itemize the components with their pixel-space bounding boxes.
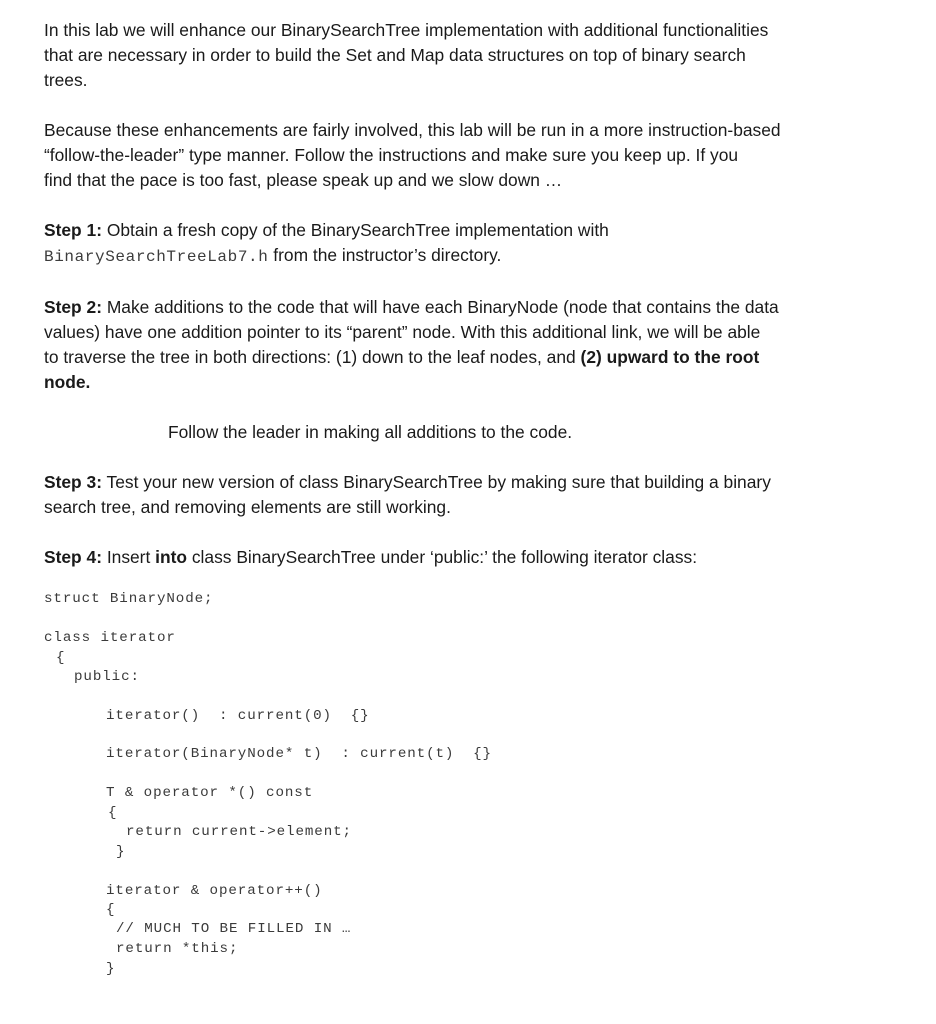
code-incr-open: { — [106, 902, 116, 918]
code-class-decl: class iterator — [44, 630, 176, 646]
code-op-incr: iterator & operator++() — [106, 883, 323, 899]
document-body — [44, 18, 864, 570]
step4-paragraph — [44, 545, 864, 570]
pace-line-1: Because these enhancements are fairly involved, this lab will be run in a more instruction-based — [44, 120, 781, 140]
step2-line-2: values) have one addition pointer to its “parent” node. With this additional link, we will be able — [44, 322, 761, 342]
step4-text-a: Insert — [101, 547, 156, 567]
intro-line-3: trees. — [44, 70, 88, 90]
step3-paragraph — [44, 470, 864, 520]
code-deref-body: return current->element; — [126, 824, 352, 840]
intro-paragraph — [44, 18, 864, 93]
step1-text: Obtain a fresh copy of the BinarySearchTree implementation with — [101, 220, 609, 240]
step1-paragraph — [44, 218, 864, 270]
code-ctor-node: iterator(BinaryNode* t) : current(t) {} — [106, 746, 492, 762]
step4-text-b: class BinarySearchTree under ‘public:’ the following iterator class: — [187, 547, 698, 567]
intro-line-1: In this lab we will enhance our BinarySearchTree implementation with additional functionalities — [44, 20, 769, 40]
pace-paragraph — [44, 118, 864, 193]
code-incr-close: } — [106, 961, 116, 977]
code-struct-decl: struct BinaryNode; — [44, 591, 214, 607]
pace-line-3: find that the pace is too fast, please speak up and we slow down … — [44, 170, 563, 190]
intro-line-2: that are necessary in order to build the Set and Map data structures on top of binary search — [44, 45, 746, 65]
code-deref-open: { — [108, 805, 118, 821]
step2-label: Step 2: — [44, 297, 102, 317]
pace-line-2: “follow-the-leader” type manner. Follow the instructions and make sure you keep up. If you — [44, 145, 739, 165]
code-public-label: public: — [74, 669, 140, 685]
code-deref-close: } — [116, 844, 126, 860]
step2-line-1: Make additions to the code that will have each BinaryNode (node that contains the data — [101, 297, 779, 317]
step2-line-4: node. — [44, 372, 91, 392]
step1-text-tail: from the instructor’s directory. — [268, 245, 502, 265]
step4-into: into — [155, 547, 188, 567]
step2-line-3-bold: (2) upward to the root — [580, 347, 760, 367]
code-incr-comment: // MUCH TO BE FILLED IN … — [116, 921, 352, 937]
step3-line-1: Test your new version of class BinarySearchTree by making sure that building a binary — [101, 472, 771, 492]
step2-paragraph — [44, 295, 864, 395]
step2-line-3: to traverse the tree in both directions: (1) down to the leaf nodes, and — [44, 347, 581, 367]
step3-line-2: search tree, and removing elements are still working. — [44, 497, 451, 517]
code-ctor-default: iterator() : current(0) {} — [106, 708, 370, 724]
follow-leader-note: Follow the leader in making all additions to the code. — [168, 422, 573, 442]
step1-filename: BinarySearchTreeLab7.h — [44, 248, 269, 266]
code-class-open-brace: { — [56, 650, 66, 666]
step4-label: Step 4: — [44, 547, 102, 567]
code-incr-return: return *this; — [116, 941, 239, 957]
code-op-deref: T & operator *() const — [106, 785, 314, 801]
step3-label: Step 3: — [44, 472, 102, 492]
step1-label: Step 1: — [44, 220, 102, 240]
